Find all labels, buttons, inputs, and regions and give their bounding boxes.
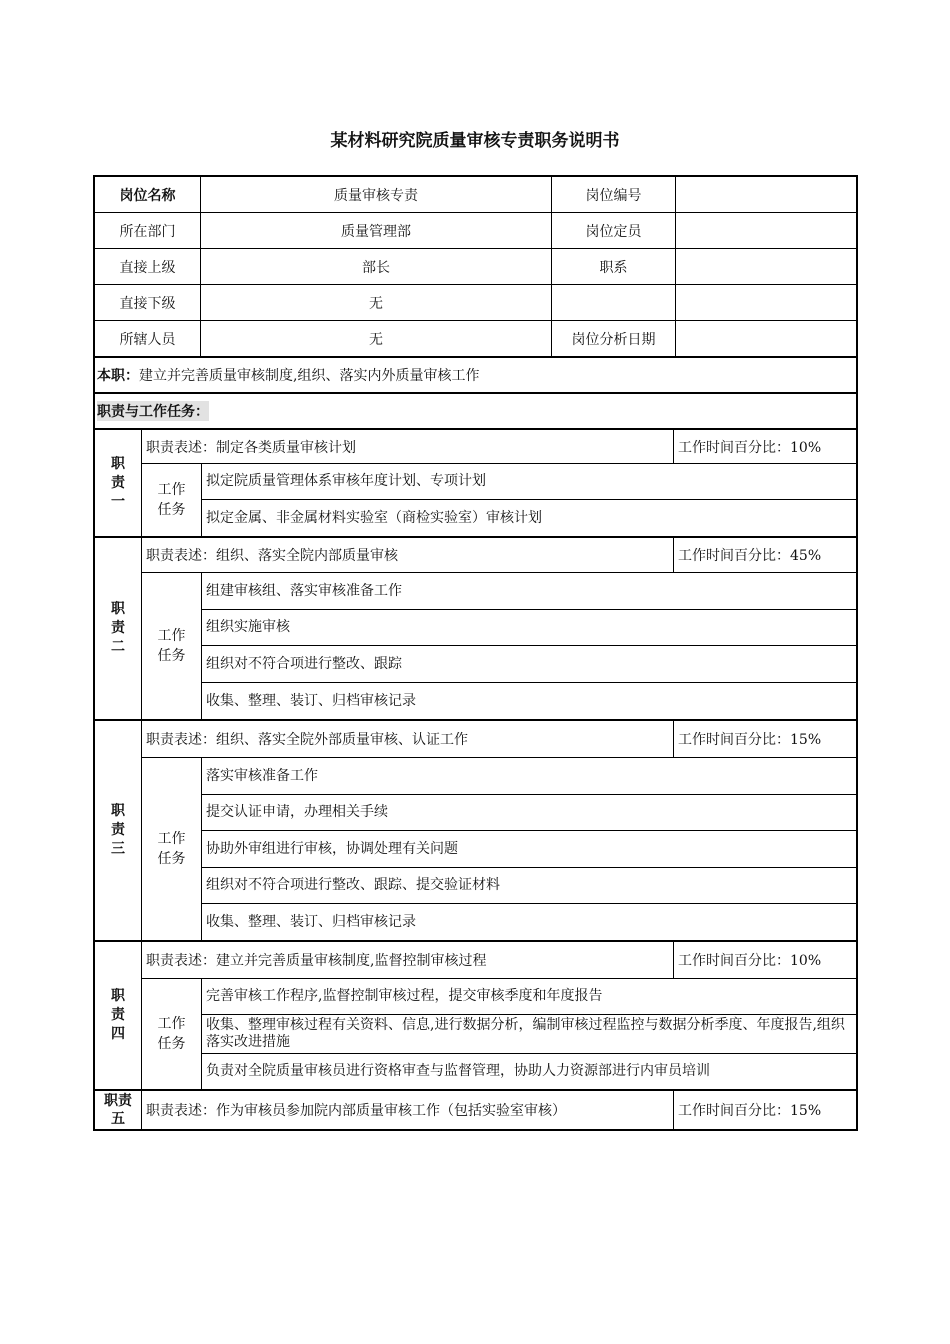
info-row-staff — [95, 321, 856, 358]
task-label: 工作 任务 — [142, 464, 202, 536]
staff-value: 无 — [201, 321, 552, 356]
task-item: 提交认证申请，办理相关手续 — [202, 795, 856, 831]
task-item: 组织实施审核 — [202, 610, 856, 646]
duty-label: 职 责 三 — [95, 721, 142, 940]
role-row — [95, 358, 856, 394]
post-number-value — [676, 177, 856, 212]
role-cell — [95, 358, 856, 392]
job-family-value — [676, 249, 856, 284]
task-item: 协助外审组进行审核，协调处理有关问题 — [202, 831, 856, 868]
task-item: 收集、整理、装订、归档审核记录 — [206, 692, 416, 709]
duty-time-percent: 工作时间百分比：15% — [678, 732, 822, 748]
task-label: 工作 任务 — [142, 573, 202, 719]
duty-label: 职 责 四 — [95, 942, 142, 1089]
task-label: 工作 任务 — [142, 979, 202, 1089]
duty-block-2 — [95, 538, 856, 721]
task-item: 组织对不符合项进行整改、跟踪、提交验证材料 — [202, 868, 856, 904]
task-item: 收集、整理审核过程有关资料、信息,进行数据分析，编制审核过程监控与数据分析季度、年度报告,组织落实改进措施 — [202, 1015, 856, 1054]
duty-block-3 — [95, 721, 856, 942]
analysis-date-value — [676, 321, 856, 356]
superior-value: 部长 — [201, 249, 552, 284]
duty-time-percent: 工作时间百分比：10% — [678, 953, 822, 969]
duty-block-5 — [95, 1091, 856, 1129]
duty-description: 职责表述：作为审核员参加院内部质量审核工作（包括实验室审核） — [142, 1091, 674, 1129]
staff-label: 所辖人员 — [95, 321, 201, 356]
job-family-label: 职系 — [552, 249, 676, 284]
task-item: 组织对不符合项进行整改、跟踪 — [202, 646, 856, 683]
post-name-value: 质量审核专责 — [201, 177, 552, 212]
duty-time-percent: 工作时间百分比：10% — [678, 439, 822, 456]
role-text: 建立并完善质量审核制度,组织、落实内外质量审核工作 — [139, 368, 480, 384]
duty-time-percent: 工作时间百分比：15% — [678, 1103, 822, 1119]
duties-heading-row — [95, 394, 856, 430]
task-item: 落实审核准备工作 — [202, 758, 856, 795]
task-label: 工作 任务 — [142, 758, 202, 940]
blank-value — [676, 285, 856, 320]
superior-label: 直接上级 — [95, 249, 201, 284]
duty-description: 职责表述：制定各类质量审核计划 — [142, 430, 674, 463]
task-item: 收集、整理、装订、归档审核记录 — [206, 913, 416, 930]
subordinate-value: 无 — [201, 285, 552, 320]
department-value: 质量管理部 — [201, 213, 552, 248]
blank-label — [552, 285, 676, 320]
info-row-superior — [95, 249, 856, 285]
duty-block-1 — [95, 430, 856, 538]
post-name-label: 岗位名称 — [95, 177, 201, 212]
role-label: 本职： — [97, 368, 139, 384]
task-item: 负责对全院质量审核员进行资格审查与监督管理，协助人力资源部进行内审员培训 — [206, 1063, 710, 1079]
post-number-label: 岗位编号 — [552, 177, 676, 212]
duty-description: 职责表述：组织、落实全院内部质量审核 — [142, 538, 674, 572]
duty-block-4 — [95, 942, 856, 1091]
task-item: 拟定金属、非金属材料实验室（商检实验室）审核计划 — [206, 509, 542, 526]
info-row-post-name — [95, 177, 856, 213]
subordinate-label: 直接下级 — [95, 285, 201, 320]
task-item: 完善审核工作程序,监督控制审核过程，提交审核季度和年度报告 — [202, 979, 856, 1015]
info-row-department — [95, 213, 856, 249]
analysis-date-label: 岗位分析日期 — [552, 321, 676, 356]
document-title: 某材料研究院质量审核专责职务说明书 — [330, 131, 620, 151]
department-label: 所在部门 — [95, 213, 201, 248]
duty-description: 职责表述：建立并完善质量审核制度,监督控制审核过程 — [142, 942, 674, 978]
duty-label: 职 责 一 — [95, 430, 142, 536]
info-row-subordinate — [95, 285, 856, 321]
duty-time-percent: 工作时间百分比：45% — [678, 548, 822, 564]
duty-label: 职 责 二 — [95, 538, 142, 719]
duty-label: 职责 五 — [95, 1091, 142, 1129]
duty-description: 职责表述：组织、落实全院外部质量审核、认证工作 — [142, 721, 674, 757]
task-item: 组建审核组、落实审核准备工作 — [202, 573, 856, 610]
duties-heading: 职责与工作任务： — [97, 401, 209, 421]
headcount-value — [676, 213, 856, 248]
headcount-label: 岗位定员 — [552, 213, 676, 248]
duties-heading-cell — [95, 394, 856, 428]
task-item: 拟定院质量管理体系审核年度计划、专项计划 — [202, 464, 856, 500]
job-description-table — [93, 175, 858, 1131]
